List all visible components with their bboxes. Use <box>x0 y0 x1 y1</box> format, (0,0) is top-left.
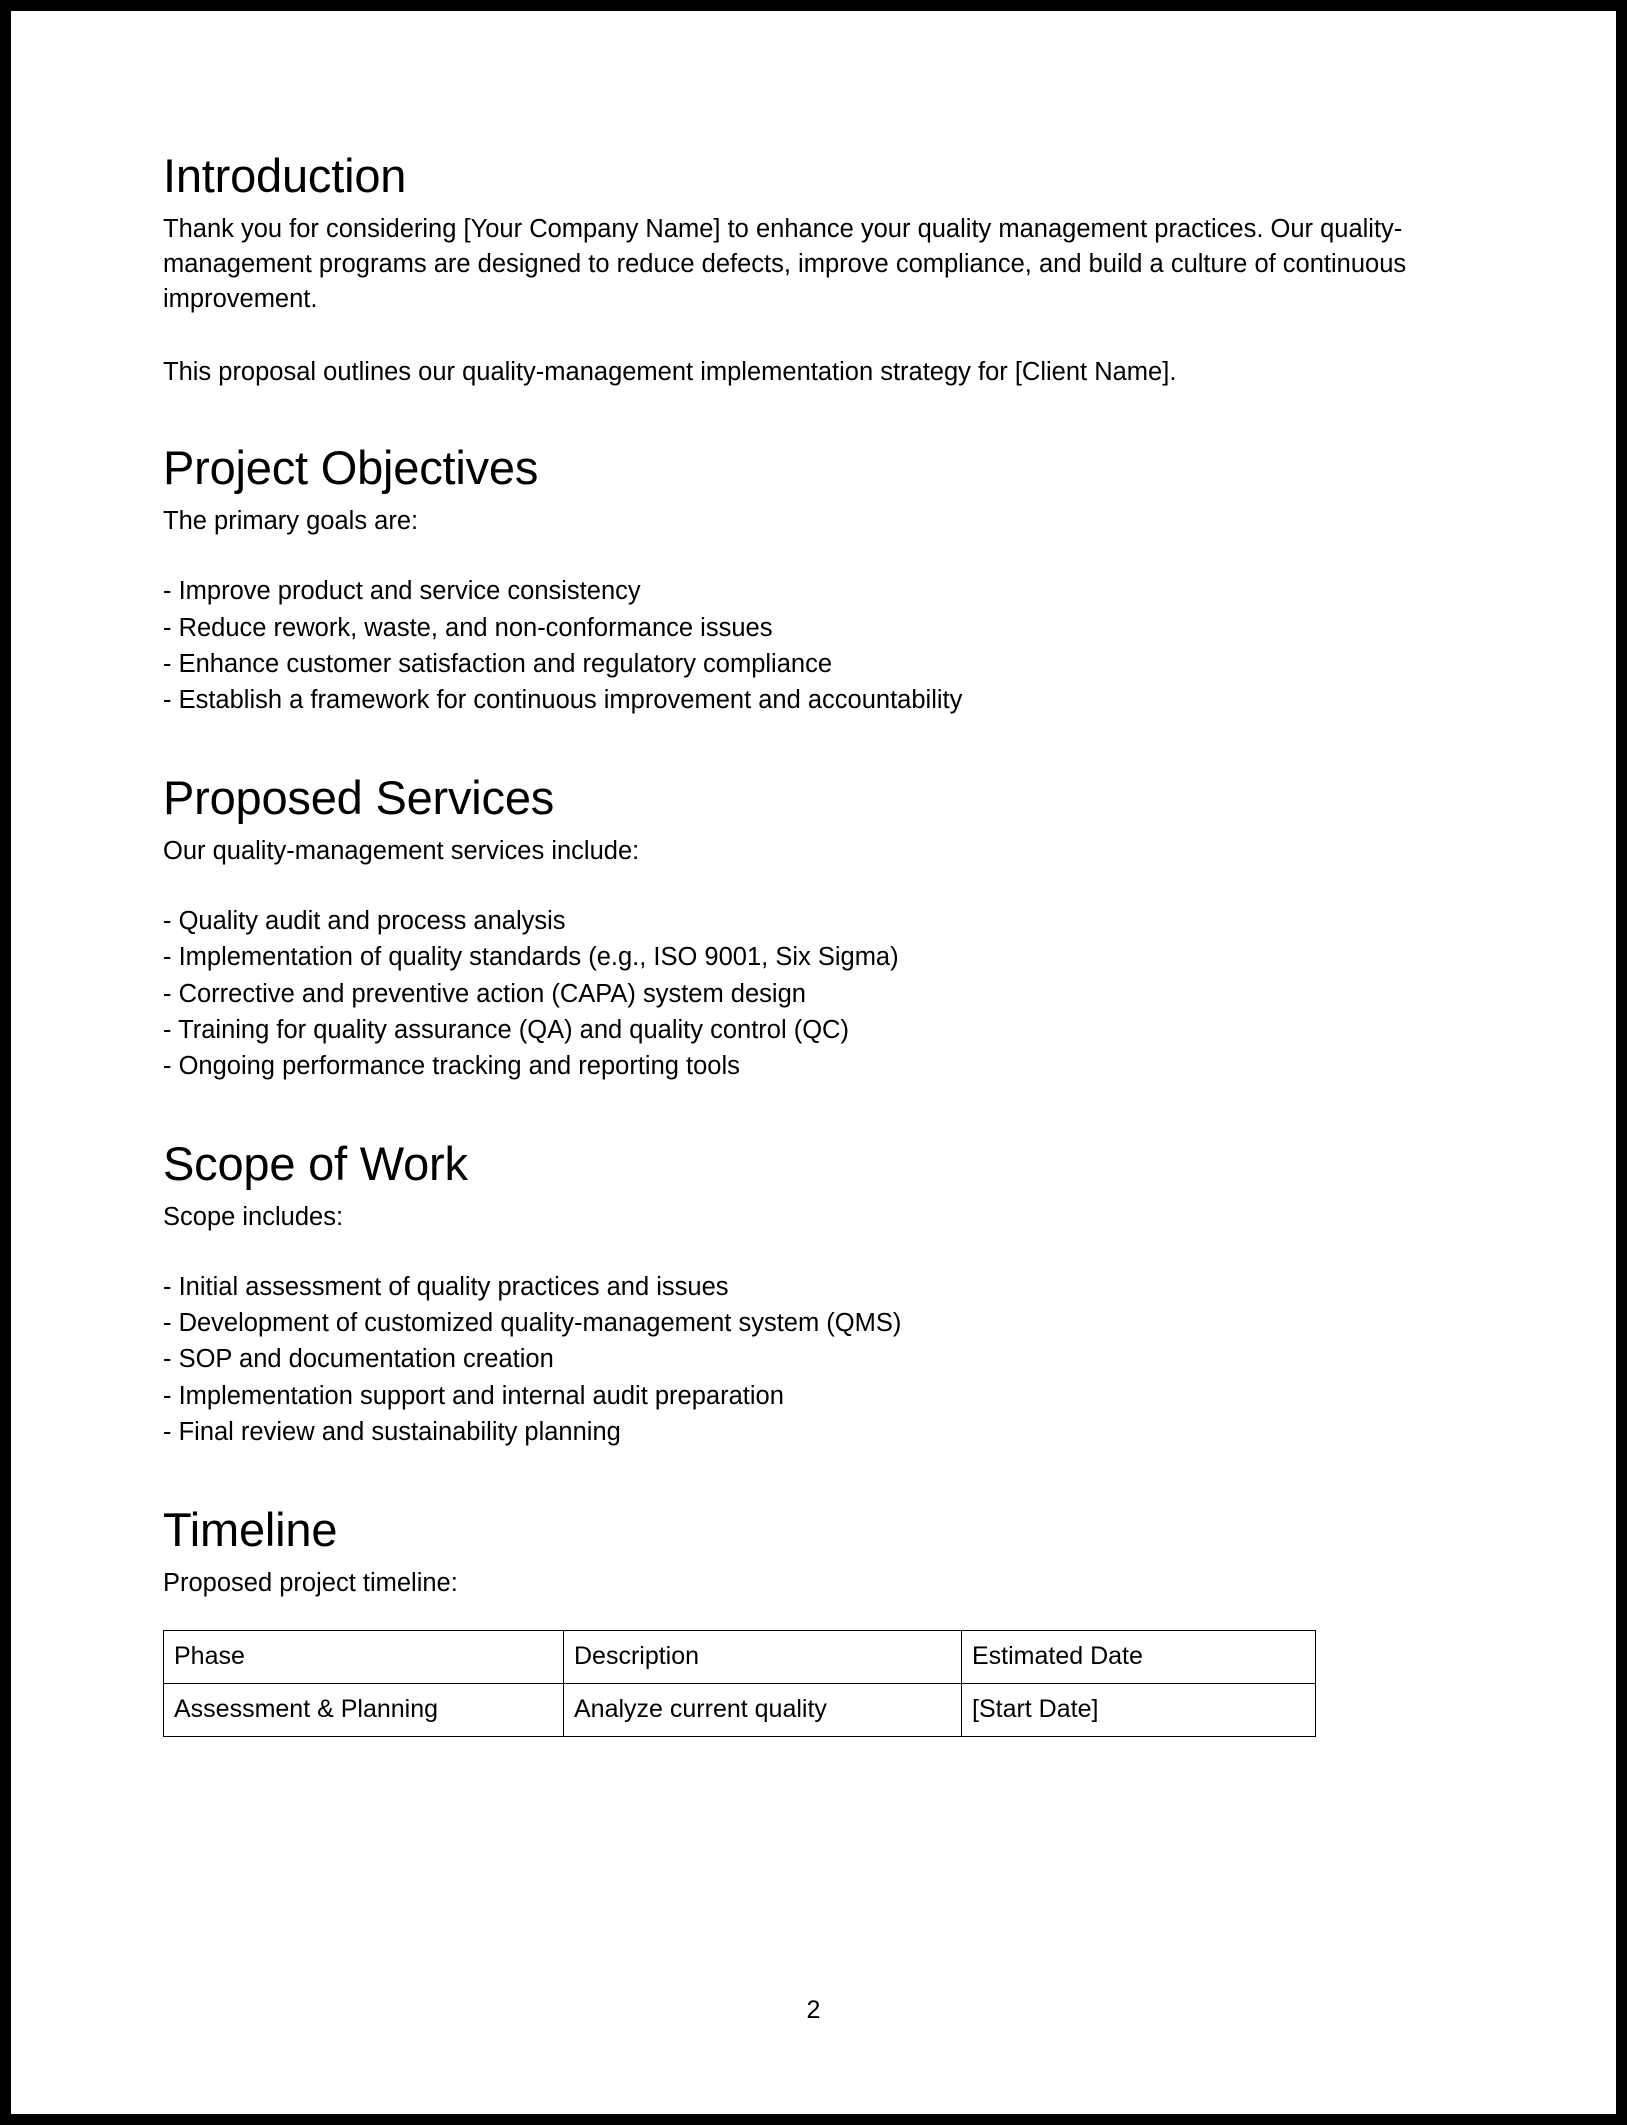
table-cell: Assessment & Planning <box>164 1684 564 1737</box>
spacer <box>163 539 1423 573</box>
list-item: - SOP and documentation creation <box>163 1345 554 1374</box>
list-item: - Ongoing performance tracking and reporting tools <box>163 1052 740 1081</box>
proposed-services-list <box>163 903 1423 1085</box>
spacer <box>163 1235 1423 1269</box>
project-objectives-intro: The primary goals are: <box>163 507 419 536</box>
introduction-paragraph-2: This proposal outlines our quality-management implementation strategy for [Client Name]. <box>163 357 1177 386</box>
scope-of-work-list <box>163 1269 1423 1451</box>
section-heading-proposed-services: Proposed Services <box>163 770 555 824</box>
introduction-paragraph-1: Thank you for considering [Your Company Name] to enhance your quality management practices. Our quality-management programs are designed to reduce defects, improve compliance, and build a culture of continuous improvement. <box>163 214 1407 313</box>
document-body <box>163 151 1423 1737</box>
section-heading-introduction: Introduction <box>163 149 407 202</box>
list-item: - Implementation support and internal audit preparation <box>163 1381 784 1410</box>
section-heading-project-objectives: Project Objectives <box>163 441 539 495</box>
table-header-cell: Phase <box>164 1631 564 1684</box>
list-item: - Training for quality assurance (QA) and quality control (QC) <box>163 1015 849 1044</box>
list-item: - Final review and sustainability planning <box>163 1418 621 1447</box>
list-item: - Implementation of quality standards (e.g., ISO 9001, Six Sigma) <box>163 943 899 972</box>
timeline-intro: Proposed project timeline: <box>163 1568 458 1597</box>
section-heading-scope-of-work: Scope of Work <box>163 1136 468 1190</box>
page-sheet <box>11 11 1616 2114</box>
table-cell: [Start Date] <box>962 1684 1316 1737</box>
list-item: - Corrective and preventive action (CAPA) system design <box>163 979 806 1008</box>
list-item: - Quality audit and process analysis <box>163 906 566 935</box>
list-item: - Reduce rework, waste, and non-conformance issues <box>163 613 773 642</box>
list-item: - Development of customized quality-management system (QMS) <box>163 1308 902 1337</box>
table-header-row <box>164 1631 1316 1684</box>
list-item: - Improve product and service consistency <box>163 577 641 606</box>
scope-of-work-intro: Scope includes: <box>163 1202 344 1231</box>
table-row <box>164 1684 1316 1737</box>
timeline-table <box>163 1630 1316 1737</box>
list-item: - Establish a framework for continuous improvement and accountability <box>163 686 963 715</box>
spacer <box>163 317 1423 355</box>
proposed-services-intro: Our quality-management services include: <box>163 836 640 865</box>
table-header-cell: Description <box>564 1631 962 1684</box>
table-header-cell: Estimated Date <box>962 1631 1316 1684</box>
table-cell: Analyze current quality <box>564 1684 962 1737</box>
list-item: - Initial assessment of quality practices and issues <box>163 1272 729 1301</box>
project-objectives-list <box>163 573 1423 719</box>
page-number: 2 <box>806 1996 821 2024</box>
spacer <box>163 869 1423 903</box>
list-item: - Enhance customer satisfaction and regulatory compliance <box>163 650 833 679</box>
section-heading-timeline: Timeline <box>163 1502 338 1556</box>
